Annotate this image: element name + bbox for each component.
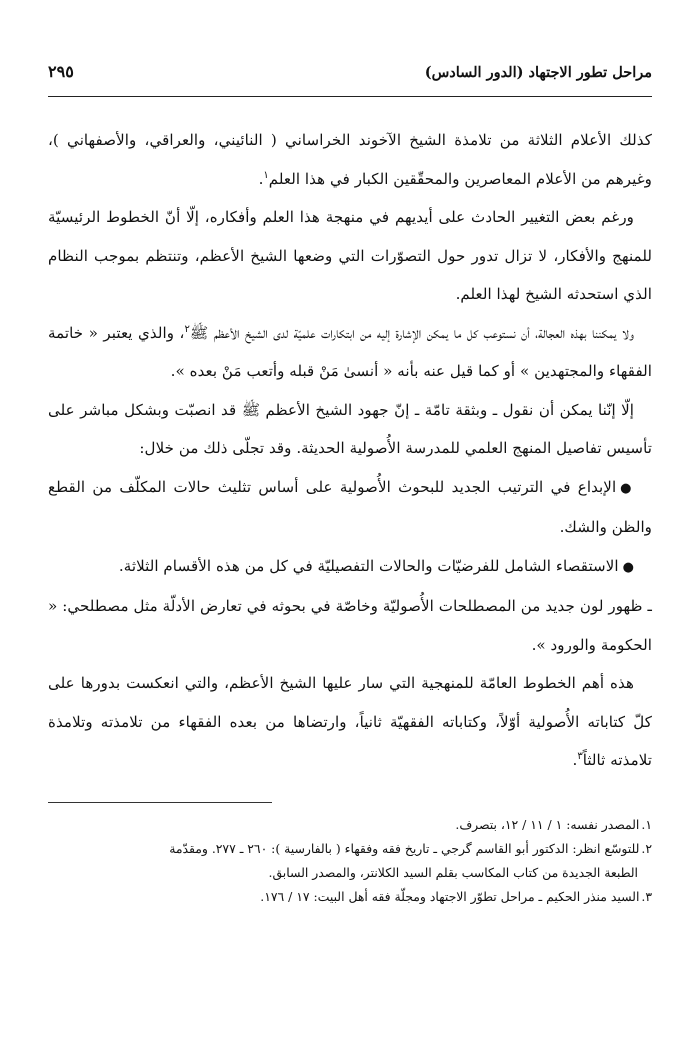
main-text	[48, 121, 652, 780]
paragraph-text: .	[572, 751, 578, 769]
paragraph-text: كذلك الأعلام الثلاثة من تلامذة الشيخ الآخوند الخراساني ( النائيني، والعراقي، والأصفهاني )، وغيرهم من الأعلام المعاصرين والمحقّقين الكبار في هذا العلم	[48, 131, 652, 188]
book-page	[48, 62, 652, 1042]
paragraph	[48, 314, 652, 391]
bullet-text: الإبداع في الترتيب الجديد للبحوث الأُصولية على أساس تثليث حالات المكلّف من القطع والظن والشك.	[48, 477, 652, 536]
paragraph-text: ـ ظهور لون جديد من المصطلحات الأُصوليّة وخاصّة في بحوثه في تعارض الأدلّة مثل مصطلحي: « الحكومة والورود ».	[48, 597, 652, 654]
footnote	[48, 813, 652, 837]
paragraph	[48, 664, 652, 780]
paragraph-text: هذه أهم الخطوط العامّة للمنهجية التي سار عليها الشيخ الأعظم، والتي انعكست بدورها على كلّ كتاباته الأُصولية أوّلاً، وكتاباته الفقهيّة ثانياً، وارتضاها من بعده الفقهاء من تلامذته وتلامذة تلامذته ثالثاً	[48, 674, 652, 769]
running-header	[48, 62, 652, 97]
page-number: ٢٩٥	[48, 62, 74, 81]
footnote-text: للتوسّع انظر: الدكتور أبو القاسم گرجي ـ تاريخ فقه وفقهاء ( بالفارسية ): ٢٦٠ ـ ٢٧٧. ومقدّمة	[169, 840, 640, 856]
paragraph-text: إلّا إنّنا يمكن أن نقول ـ وبثقة تامّة ـ إنّ جهود الشيخ الأعظم ﷺ قد انصبّت وبشكل مباشر على تأسيس تفاصيل المنهج العلمي للمدرسة الأُصولية الحديثة. وقد تجلّى ذلك من خلال:	[48, 400, 652, 457]
footnote-number: ٢.	[641, 840, 652, 856]
paragraph-text: ، والذي يعتبر « خاتمة الفقهاء والمجتهدين » أو كما قيل عنه بأنه « أنسىٰ مَنْ قبله وأتعب مَنْ بعده ».	[48, 323, 652, 380]
paragraph-text: ورغم بعض التغيير الحادث على أيديهم في منهجة هذا العلم وأفكاره، إلّا أنّ الخطوط الرئيسيّة للمنهج والأفكار، لا تزال تدور حول التصوّرات التي وضعها الشيخ الأعظم، وتنتظم بموجب النظام الذي استحدثه الشيخ لهذا العلم.	[48, 208, 652, 303]
paragraph-text: ولا يمكننا بهذه العجالة، أن نستوعب كل ما يمكن الإشارة إليه من ابتكارات علميّة لدى الشيخ الأعظم ﷺ	[189, 323, 635, 342]
bullet-item	[48, 468, 652, 547]
footnote-ref: ٢	[184, 323, 190, 335]
footnotes	[48, 813, 652, 909]
footnote-ref: ٣	[577, 750, 583, 762]
footnote	[48, 837, 652, 861]
footnote-continuation: الطبعة الجديدة من كتاب المكاسب بقلم السيد الكلانتر، والمصدر السابق.	[268, 864, 638, 880]
running-title: مراحل تطور الاجتهاد (الدور السادس)	[424, 64, 652, 81]
footnote	[48, 885, 652, 909]
bullet-item	[48, 547, 652, 588]
paragraph	[48, 198, 652, 314]
paragraph	[48, 121, 652, 198]
bullet-dot-icon: ●	[622, 559, 634, 575]
footnote-text: المصدر نفسه: ١ / ١١ / ١٢، بتصرف.	[455, 816, 640, 832]
footnote-divider	[48, 802, 272, 803]
paragraph	[48, 391, 652, 468]
footnote-text: السيد منذر الحكيم ـ مراحل تطوّر الاجتهاد ومجلّة فقه أهل البيت: ١٧ / ١٧٦.	[260, 888, 640, 904]
bullet-text: الاستقصاء الشامل للفرضيّات والحالات التفصيليّة في كل من هذه الأقسام الثلاثة.	[118, 556, 619, 575]
footnote-number: ٣.	[641, 888, 652, 904]
footnote-number: ١.	[641, 816, 652, 832]
footnote-ref: ١	[263, 169, 269, 181]
paragraph	[48, 587, 652, 664]
bullet-dot-icon: ●	[620, 480, 634, 496]
paragraph-text: .	[258, 169, 264, 188]
